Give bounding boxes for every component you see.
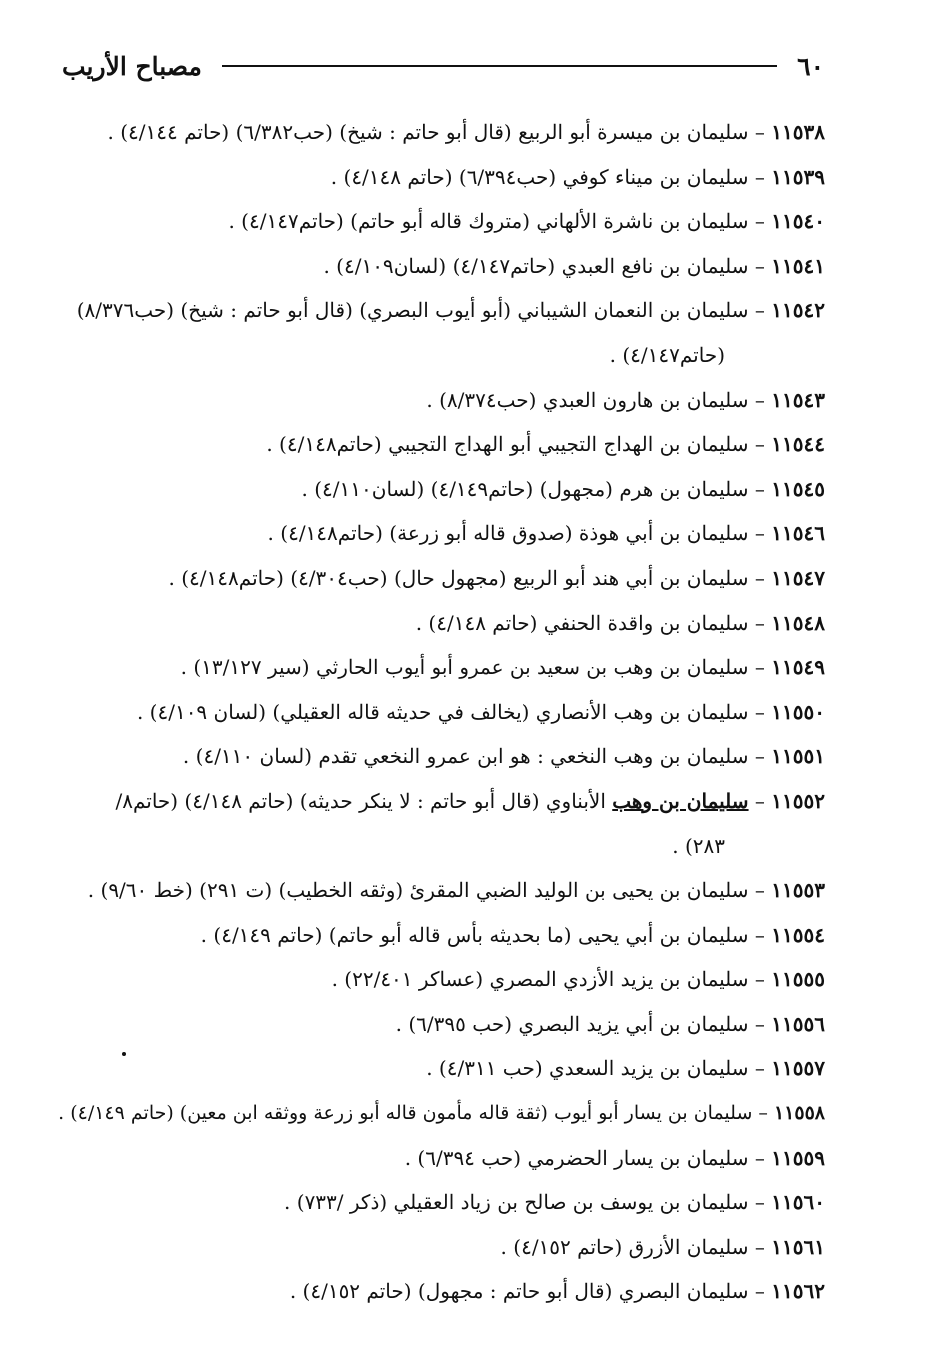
entry-text: سليمان بن يحيى بن الوليد الضبي المقرئ (وثقه الخطيب) (ت ٢٩١) (خط ٩/٦٠) . [87, 878, 749, 903]
entry: ١١٥٤٧ – سليمان بن أبي هند أبو الربيع (مجهول حال) (حب٤/٣٠٤) (حاتم٤/١٤٨) . [168, 565, 825, 590]
entry-continuation [40, 824, 825, 869]
entry: ١١٥٥٠ – سليمان بن وهب الأنصاري (يخالف في حديثه قاله العقيلي) (لسان ٤/١٠٩) . [136, 699, 825, 724]
entry: ١١٥٤٥ – سليمان بن هرم (مجهول) (حاتم٤/١٤٩) (لسان٤/١١٠) . [301, 476, 825, 501]
entry-text: سليمان بن يزيد الأزدي المصري (عساكر ٢٢/٤٠١) . [331, 967, 749, 992]
entry-number: ١١٥٣٨ [771, 120, 825, 144]
entries-list [40, 110, 825, 1314]
entry-text: سليمان الأزرق (حاتم ٤/١٥٢) . [500, 1234, 749, 1259]
entry-number: ١١٥٥٤ [771, 922, 825, 947]
entry: ١١٥٥٩ – سليمان بن يسار الحضرمي (حب ٦/٣٩٤) . [404, 1145, 825, 1170]
book-title: مصباح الأريب [62, 51, 202, 81]
entry-text: سليمان بن أبي هوذة (صدوق قاله أبو زرعة) (حاتم٤/١٤٨) . [267, 521, 749, 546]
entry-text: سليمان بن ميناء كوفي (حب٦/٣٩٤) (حاتم ٤/١٤٨) . [330, 164, 749, 189]
entry-number: ١١٥٥٢ [771, 788, 825, 813]
entry: ١١٥٣٩ – سليمان بن ميناء كوفي (حب٦/٣٩٤) (حاتم ٤/١٤٨) . [330, 164, 825, 189]
entry-number: ١١٥٥٠ [771, 699, 825, 724]
entry-number: ١١٥٤٣ [771, 387, 825, 412]
entry-text: سليمان بن أبي هند أبو الربيع (مجهول حال) (حب٤/٣٠٤) (حاتم٤/١٤٨) . [168, 565, 749, 590]
entry-text: سليمان بن ناشرة الألهاني (متروك قاله أبو حاتم) (حاتم٤/١٤٧) . [228, 209, 749, 234]
entry-number: ١١٥٥١ [771, 744, 825, 769]
entry-text: سليمان بن أبي يحيى (ما بحديثه بأس قاله أبو حاتم) (حاتم ٤/١٤٩) . [200, 922, 749, 947]
entry-text: سليمان بن نافع العبدي (حاتم٤/١٤٧) (لسان٤/١٠٩) . [323, 253, 749, 278]
entry-number: ١١٥٦٠ [771, 1190, 825, 1215]
entry-text: سليمان بن يزيد السعدي (حب ٤/٣١١) . [426, 1056, 749, 1081]
entry: ١١٥٤٢ – سليمان بن النعمان الشيباني (أبو أيوب البصري) (قال أبو حاتم : شيخ) (حب٨/٣٧٦) [76, 298, 825, 323]
entry: ١١٥٥٤ – سليمان بن أبي يحيى (ما بحديثه بأس قاله أبو حاتم) (حاتم ٤/١٤٩) . [200, 922, 825, 947]
entry-continuation-text: (حاتم٤/١٤٧) . [609, 342, 725, 367]
entry: ١١٥٤٣ – سليمان بن هارون العبدي (حب٨/٣٧٤) . [426, 387, 825, 412]
entry-number: ١١٥٦١ [771, 1234, 825, 1259]
entry-number: ١١٥٥٦ [771, 1011, 825, 1036]
entry: ١١٥٦٢ – سليمان البصري (قال أبو حاتم : مجهول) (حاتم ٤/١٥٢) . [289, 1279, 825, 1304]
entry-text: الأبناوي (قال أبو حاتم : لا ينكر حديثه) (حاتم ٤/١٤٨) (حاتم٨/ [115, 788, 606, 813]
entry-continuation [40, 333, 825, 378]
entry-text: سليمان بن وهب النخعي : هو ابن عمرو النخعي تقدم (لسان ٤/١١٠) . [182, 744, 749, 769]
entry: ١١٥٤١ – سليمان بن نافع العبدي (حاتم٤/١٤٧) (لسان٤/١٠٩) . [323, 253, 825, 278]
entry: ١١٥٥٧ – سليمان بن يزيد السعدي (حب ٤/٣١١) . [426, 1056, 825, 1081]
entry-text: سليمان البصري (قال أبو حاتم : مجهول) (حاتم ٤/١٥٢) . [289, 1279, 749, 1304]
entry-number: ١١٥٥٣ [771, 878, 825, 903]
entry: ١١٥٦١ – سليمان الأزرق (حاتم ٤/١٥٢) . [500, 1234, 825, 1259]
entry-number: ١١٥٥٨ [773, 1102, 825, 1125]
entry-text: سليمان بن ميسرة أبو الربيع (قال أبو حاتم : شيخ) (حب٦/٣٨٢) (حاتم ٤/١٤٤) . [107, 120, 749, 144]
entry: ١١٥٥٥ – سليمان بن يزيد الأزدي المصري (عساكر ٢٢/٤٠١) . [331, 967, 825, 992]
entry: ١١٥٥٢ – سليمان بن وهب الأبناوي (قال أبو حاتم : لا ينكر حديثه) (حاتم ٤/١٤٨) (حاتم٨/ [115, 788, 825, 813]
entry: ١١٥٤٤ – سليمان بن الهداج التجيبي أبو الهداج التجيبي (حاتم٤/١٤٨) . [266, 432, 825, 457]
entry: ١١٥٣٨ – سليمان بن ميسرة أبو الربيع (قال أبو حاتم : شيخ) (حب٦/٣٨٢) (حاتم ٤/١٤٤) . [107, 120, 825, 144]
page-number: ٦٠ [797, 51, 824, 81]
stray-ink-dot [122, 1052, 126, 1056]
entry: ١١٥٥٦ – سليمان بن أبي يزيد البصري (حب ٦/٣٩٥) . [395, 1011, 825, 1036]
entry-number: ١١٥٤٥ [771, 476, 825, 501]
entry-number: ١١٥٤٠ [771, 209, 825, 234]
entry: ١١٥٤٩ – سليمان بن وهب بن سعيد بن عمرو أبو أيوب الحارثي (سير ١٣/١٢٧) . [180, 655, 825, 680]
entry-text: سليمان بن هارون العبدي (حب٨/٣٧٤) . [426, 387, 749, 412]
entry-text: سليمان بن النعمان الشيباني (أبو أيوب البصري) (قال أبو حاتم : شيخ) (حب٨/٣٧٦) [76, 298, 749, 323]
entry-text: سليمان بن واقدة الحنفي (حاتم ٤/١٤٨) . [415, 610, 749, 635]
entry-text: سليمان بن وهب الأنصاري (يخالف في حديثه قاله العقيلي) (لسان ٤/١٠٩) . [136, 699, 749, 724]
header-rule [222, 65, 777, 67]
entry-number: ١١٥٣٩ [771, 164, 825, 189]
entry-text: سليمان بن يوسف بن صالح بن زياد العقيلي (ذكر /٧٣٣) . [284, 1190, 749, 1215]
entry: ١١٥٦٠ – سليمان بن يوسف بن صالح بن زياد العقيلي (ذكر /٧٣٣) . [284, 1190, 825, 1215]
entry: ١١٥٥٨ – سليمان بن يسار أبو أيوب (ثقة قاله مأمون قاله أبو زرعة ووثقه ابن معين) (حاتم ٤/١٤٩) . [58, 1102, 825, 1125]
page-header [62, 46, 824, 86]
entry-number: ١١٥٥٥ [771, 967, 825, 992]
entry-text: سليمان بن يسار الحضرمي (حب ٦/٣٩٤) . [404, 1145, 749, 1170]
entry-text: سليمان بن أبي يزيد البصري (حب ٦/٣٩٥) . [395, 1011, 749, 1036]
entry-number: ١١٥٥٧ [771, 1056, 825, 1081]
entry-number: ١١٥٤٩ [771, 655, 825, 680]
entry-continuation-text: ٢٨٣) . [672, 833, 725, 858]
entry-text: سليمان بن الهداج التجيبي أبو الهداج التجيبي (حاتم٤/١٤٨) . [266, 432, 749, 457]
entry-text: سليمان بن يسار أبو أيوب (ثقة قاله مأمون قاله أبو زرعة ووثقه ابن معين) (حاتم ٤/١٤٩) . [58, 1102, 753, 1125]
entry-number: ١١٥٤٧ [771, 565, 825, 590]
entry: ١١٥٤٠ – سليمان بن ناشرة الألهاني (متروك قاله أبو حاتم) (حاتم٤/١٤٧) . [228, 209, 825, 234]
entry-number: ١١٥٤١ [771, 253, 825, 278]
entry-number: ١١٥٤٦ [771, 521, 825, 546]
entry: ١١٥٥١ – سليمان بن وهب النخعي : هو ابن عمرو النخعي تقدم (لسان ٤/١١٠) . [182, 744, 825, 769]
entry: ١١٥٤٦ – سليمان بن أبي هوذة (صدوق قاله أبو زرعة) (حاتم٤/١٤٨) . [267, 521, 825, 546]
entry-text: سليمان بن هرم (مجهول) (حاتم٤/١٤٩) (لسان٤/١١٠) . [301, 476, 749, 501]
entry-number: ١١٥٤٢ [771, 298, 825, 323]
entry-number: ١١٥٦٢ [771, 1279, 825, 1304]
entry-text: سليمان بن وهب بن سعيد بن عمرو أبو أيوب الحارثي (سير ١٣/١٢٧) . [180, 655, 749, 680]
entry: ١١٥٤٨ – سليمان بن واقدة الحنفي (حاتم ٤/١٤٨) . [415, 610, 825, 635]
entry-number: ١١٥٤٤ [771, 432, 825, 457]
entry-number: ١١٥٥٩ [771, 1145, 825, 1170]
entry-number: ١١٥٤٨ [771, 610, 825, 635]
entry: ١١٥٥٣ – سليمان بن يحيى بن الوليد الضبي المقرئ (وثقه الخطيب) (ت ٢٩١) (خط ٩/٦٠) . [87, 878, 825, 903]
entry-emphasized-name: سليمان بن وهب [612, 788, 749, 813]
